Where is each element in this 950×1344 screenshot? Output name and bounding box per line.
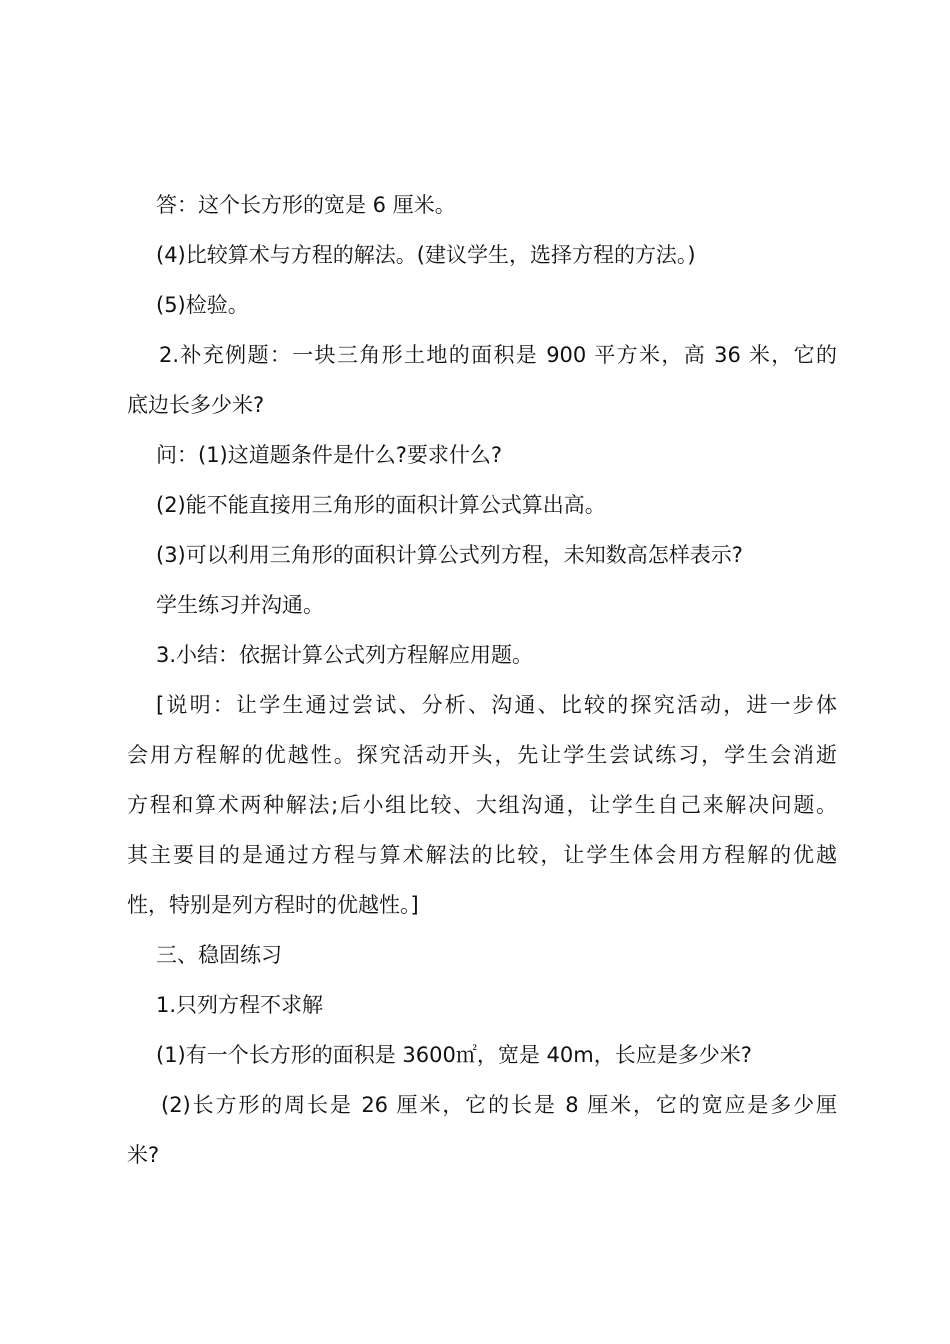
note-line-3: 方程和算术两种解法;后小组比较、大组沟通，让学生自己来解决问题。 (127, 793, 837, 817)
summary-line: 3.小结：依据计算公式列方程解应用题。 (156, 643, 534, 667)
example-2-line-1: 2.补充例题：一块三角形土地的面积是 900 平方米，高 36 米，它的 (159, 343, 837, 367)
exercise-1-heading: 1.只列方程不求解 (156, 993, 324, 1017)
note-line-2: 会用方程解的优越性。探究活动开头，先让学生尝试练习，学生会消逝 (127, 743, 837, 767)
question-3-line: (3)可以利用三角形的面积计算公式列方程，未知数高怎样表示? (156, 543, 743, 567)
step-5-line: (5)检验。 (156, 293, 249, 317)
note-line-1: [说明：让学生通过尝试、分析、沟通、比较的探究活动，进一步体 (156, 693, 837, 717)
question-1-line: 问：(1)这道题条件是什么?要求什么? (156, 443, 503, 467)
answer-line: 答：这个长方形的宽是 6 厘米。 (156, 193, 456, 217)
note-line-4: 其主要目的是通过方程与算术解法的比较，让学生体会用方程解的优越 (127, 843, 837, 867)
question-2-line: (2)能不能直接用三角形的面积计算公式算出高。 (156, 493, 606, 517)
step-4-line: (4)比较算术与方程的解法。(建议学生，选择方程的方法。) (156, 243, 696, 267)
note-line-5: 性，特别是列方程时的优越性。] (127, 893, 419, 917)
exercise-1-1-line: (1)有一个长方形的面积是 3600㎡，宽是 40m，长应是多少米? (156, 1043, 752, 1067)
example-2-line-2: 底边长多少米? (127, 393, 265, 417)
exercise-1-2-line-2: 米? (127, 1143, 160, 1167)
exercise-1-2-line-1: (2)长方形的周长是 26 厘米，它的长是 8 厘米，它的宽应是多少厘 (161, 1093, 837, 1117)
document-body (127, 180, 837, 1180)
section-3-heading: 三、稳固练习 (156, 943, 282, 967)
practice-line: 学生练习并沟通。 (156, 593, 324, 617)
